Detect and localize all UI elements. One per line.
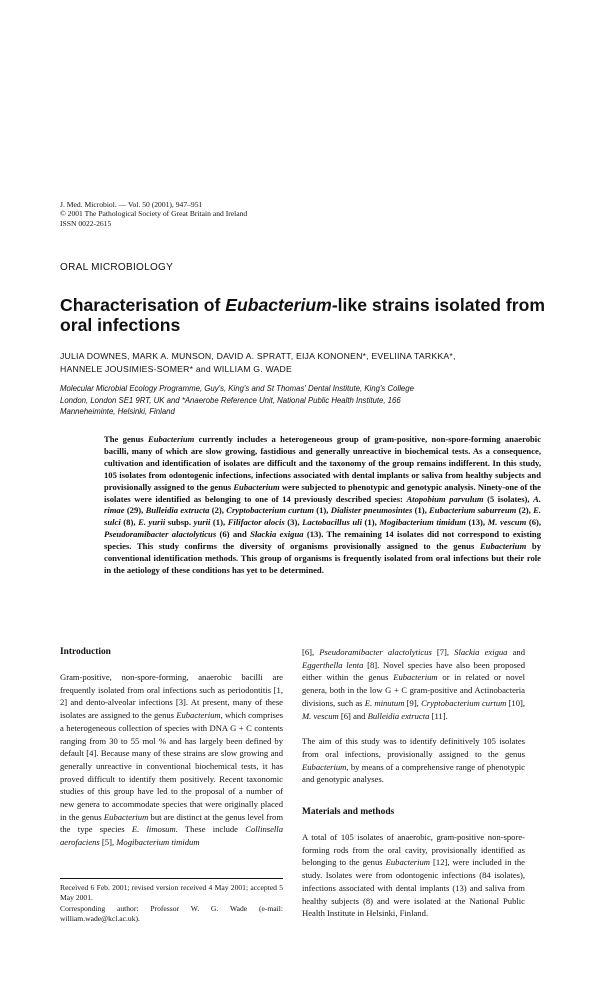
title-part: Characterisation of xyxy=(60,295,226,315)
affiliation-line: London, London SE1 9RT, UK and *Anaerobe Reference Unit, National Public Health Institute, 166 xyxy=(60,395,401,405)
methods-paragraph: A total of 105 isolates of anaerobic, gram-positive non-spore-forming rods from the oral cavity, provisionally identified as belonging to the genus Eubacterium [12], were included in the study. Isolates were from odontogenic infections (84 isolates), infections associated with dental implants (13) and saliva from healthy subjects (8) and were isolated at the National Public Health Institute in Helsinki, Finland. xyxy=(302,832,525,919)
right-column xyxy=(302,646,525,920)
author-list xyxy=(60,350,560,376)
journal-issn: ISSN 0022-2615 xyxy=(60,218,112,228)
aim-paragraph: The aim of this study was to identify definitively 105 isolates from oral infections, provisionally assigned to the genus Eubacterium, by means of a comprehensive range of phenotypic and genotypic analyses. xyxy=(302,736,525,785)
left-column xyxy=(60,646,283,849)
affiliation-line: Manneheiminte, Helsinki, Finland xyxy=(60,407,175,416)
affiliation-line: Molecular Microbial Ecology Programme, Guy's, King's and St Thomas' Dental Institute, King's College xyxy=(60,384,414,393)
abstract: The genus Eubacterium currently includes a heterogeneous group of gram-positive, non-spore-forming anaerobic bacilli, many of which are slow growing, fastidious and generally unreactive in biochemical tests. As a consequence, cultivation and identification of isolates are difficult and the taxonomy of the group remains indifferent. In this study, 105 isolates from odontogenic infections, infections associated with dental implants or saliva from healthy subjects and provisionally assigned to the genus Eubacterium were subjected to phenotypic and genotypic analysis. Ninety-one of the isolates were identified as belonging to one of 14 previously described species: Atopobium parvulum (5 isolates), A. rimae (29), Bulleidia extructa (2), Cryptobacterium curtum (1), Dialister pneumosintes (1), Eubacterium saburreum (2), E. sulci (8), E. yurii subsp. yurii (1), Filifactor alocis (3), Lactobacillus uli (1), Mogibacterium timidum (13), M. vescum (6), Pseudoramibacter alactolyticus (6) and Slackia exigua (13). The remaining 14 isolates did not correspond to existing species. This study confirms the diversity of organisms provisionally assigned to the genus Eubacterium by conventional identification methods. This group of organisms is frequently isolated from oral infections but their role in the aetiology of these conditions has yet to be determined. xyxy=(104,434,542,575)
journal-info xyxy=(60,200,247,228)
introduction-heading: Introduction xyxy=(60,647,111,657)
journal-citation: J. Med. Microbiol. — Vol. 50 (2001), 947–951 xyxy=(60,200,203,209)
corresponding-author: Corresponding author: Professor W. G. Wade (e-mail: william.wade@kcl.ac.uk). xyxy=(60,903,283,924)
received-note: Received 6 Feb. 2001; revised version received 4 May 2001; accepted 5 May 2001. xyxy=(60,883,283,903)
methods-heading: Materials and methods xyxy=(302,807,395,818)
title-italic: Eubacterium xyxy=(225,295,332,315)
section-label: ORAL MICROBIOLOGY xyxy=(60,262,174,273)
affiliation xyxy=(60,383,540,418)
title-part: -like strains isolated from oral infections xyxy=(60,295,545,335)
introduction-continued: [6], Pseudoramibacter alactolyticus [7], Slackia exigua and Eggerthella lenta [8]. Novel species have also been proposed either within the genus Eubacterium or in related or novel genera, both in the low G + C gram-positive and Actinobacteria divisions, such as E. minutum [9], Cryptobacterium curtum [10], M. vescum [6] and Bulleidia extructa [11]. xyxy=(302,647,526,721)
author-line: JULIA DOWNES, MARK A. MUNSON, DAVID A. SPRATT, EIJA KONONEN*, EVELIINA TARKKA*, xyxy=(60,351,456,361)
article-title xyxy=(60,295,550,335)
author-line: HANNELE JOUSIMIES-SOMER* and WILLIAM G. WADE xyxy=(60,364,292,374)
introduction-paragraph: Gram-positive, non-spore-forming, anaerobic bacilli are frequently isolated from oral infections such as periodontitis [1, 2] and dento-alveolar infections [3]. At present, many of these isolates are assigned to the genus Eubacterium, which comprises a heterogeneous collection of species with DNA G + C contents ranging from 30 to 55 mol % and has largely been defined by default [4]. Because many of these strains are slow growing and generally unreactive in conventional biochemical tests, it has proved difficult to identify them positively. Recent taxonomic studies of this group have led to the proposal of a number of new genera to accommodate species that were originally placed in the genus Eubacterium but are distinct at the genus level from the type species E. limosum. These include Collinsella aerofaciens [5], Mogibacterium timidum xyxy=(60,672,283,848)
journal-copyright: © 2001 The Pathological Society of Great Britain and Ireland xyxy=(60,209,248,219)
footnote xyxy=(60,878,283,925)
